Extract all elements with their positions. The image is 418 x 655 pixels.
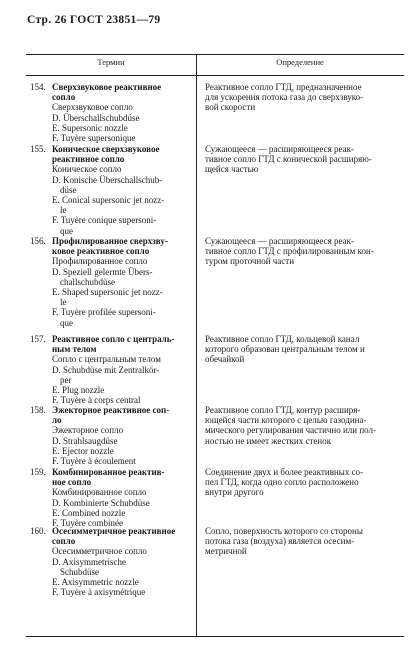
definition-line: Реактивное сопло ГТД, предназначенное: [205, 82, 362, 92]
term-french: F. Tuyère profilée supersoni-: [52, 307, 156, 318]
table-bottom-rule: [26, 636, 404, 637]
term-french: F. Tuyère à corps central: [52, 395, 141, 406]
definition-line: вой скорости: [205, 102, 256, 113]
term-english: E. Combined nozzle: [52, 507, 126, 518]
table-top-rule: [26, 54, 404, 55]
term-english: E. Ejector nozzle: [52, 445, 114, 456]
term-german-cont: Schubdüse: [60, 566, 99, 577]
term-synonym: Коническое сопло: [52, 164, 122, 175]
term-name: Сверхзвуковое реактивное: [52, 82, 162, 92]
definition-line: Сужающееся — расширяющееся реак-: [205, 236, 354, 246]
term-german: D. Strahlsaugdüse: [52, 435, 118, 446]
term-english: E. Axisymmetric nozzle: [52, 577, 139, 588]
term-number: 155.: [30, 144, 46, 154]
definition-156: [205, 236, 403, 267]
term-number: 159.: [30, 467, 46, 477]
term-english: E. Supersonic nozzle: [52, 122, 128, 133]
term-synonym: Профилированное сопло: [52, 256, 148, 267]
definition-160: [205, 526, 403, 557]
term-synonym: Комбинированное сопло: [52, 487, 147, 498]
term-name: ным телом: [52, 344, 97, 355]
term-number: 160.: [30, 526, 46, 536]
definition-line: для ускорения потока газа до сверхзвуко-: [205, 92, 364, 103]
term-german-cont: challschubdüse: [60, 276, 115, 287]
term-english: E. Conical supersonic jet nozz-: [52, 195, 165, 206]
definition-line: ющейся части которого с целью газодина-: [205, 415, 367, 426]
term-entry-157: [30, 334, 190, 405]
term-name: реактивное сопло: [52, 154, 125, 165]
term-german: D. Konische Überschallschub-: [52, 174, 163, 185]
definition-line: пел ГТД, когда одно сопло расположено: [205, 477, 359, 488]
definition-159: [205, 467, 403, 498]
definition-158: [205, 405, 403, 446]
term-number: 156.: [30, 236, 46, 246]
term-synonym: Сверхзвуковое сопло: [52, 102, 133, 113]
term-name: Коническое сверхзвуковое: [52, 144, 160, 154]
term-number: 154.: [30, 82, 46, 92]
term-entry-158: [30, 405, 190, 466]
term-name: Комбинированное реактив-: [52, 467, 165, 477]
term-english-cont: le: [60, 205, 67, 216]
definition-line: тивное сопло ГТД с профилированным кон-: [205, 246, 374, 257]
definition-line: которого образован центральным телом и: [205, 344, 365, 355]
definition-154: [205, 82, 403, 113]
term-english: E. Plug nozzle: [52, 385, 105, 396]
term-french-cont: que: [60, 317, 73, 328]
term-german: D. Axisymmetrische: [52, 556, 126, 567]
term-synonym: Эжекторное сопло: [52, 425, 124, 436]
definition-line: метричной: [205, 546, 247, 557]
definition-line: внутри другого: [205, 487, 264, 498]
definition-line: ностью не имеет жестких стенок: [205, 435, 332, 446]
term-french: F. Tuyère conique supersoni-: [52, 215, 157, 226]
column-header-definition: Определение: [276, 57, 324, 67]
term-number: 158.: [30, 405, 46, 415]
definition-line: Соединение двух и более реактивных со-: [205, 467, 364, 477]
term-entry-154: [30, 82, 190, 143]
term-name: сопло: [52, 536, 76, 547]
definition-line: тивное сопло ГТД с конической расширяю-: [205, 154, 372, 165]
header-bottom-rule: [26, 75, 404, 76]
term-french-cont: que: [60, 225, 73, 236]
term-entry-155: [30, 144, 190, 236]
term-german: D. Kombinierte Schubdüse: [52, 497, 150, 508]
term-french: F. Tuyère combinée: [52, 518, 124, 529]
term-number: 157.: [30, 334, 46, 344]
definition-line: Реактивное сопло ГТД, контур расширя-: [205, 405, 361, 415]
definition-155: [205, 144, 403, 175]
term-french: F. Tuyère à écoulement: [52, 456, 136, 467]
page-header: Стр. 26 ГОСТ 23851—79: [27, 14, 161, 26]
term-german-cont: düse: [60, 184, 77, 195]
definition-line: Реактивное сопло ГТД, кольцевой канал: [205, 334, 360, 344]
definition-line: туром проточной части: [205, 256, 295, 267]
term-english: E. Shaped supersonic jet nozz-: [52, 287, 163, 298]
definition-line: мического регулирования частично или пол-: [205, 425, 377, 436]
term-name: Эжекторное реактивное соп-: [52, 405, 170, 415]
term-entry-160: [30, 526, 190, 597]
definition-line: Сопло, поверхность которого со стороны: [205, 526, 363, 536]
term-name: ло: [52, 415, 62, 426]
term-german: D. Speziell gelermte Übers-: [52, 266, 153, 277]
term-entry-159: [30, 467, 190, 528]
definition-157: [205, 334, 403, 365]
term-synonym: Осесимметричное сопло: [52, 546, 147, 557]
term-entry-156: [30, 236, 190, 328]
term-name: ное сопло: [52, 477, 92, 488]
term-name: Осесимметричное реактивное: [52, 526, 176, 536]
term-name: Профилированное сверхзву-: [52, 236, 168, 246]
definition-line: потока газа (воздуха) является осесим-: [205, 536, 355, 547]
definition-line: Сужающееся — расширяющееся реак-: [205, 144, 354, 154]
term-french: F. Tuyère supersonique: [52, 133, 136, 144]
term-german: D. Schubdüse mit Zentralkör-: [52, 364, 160, 375]
term-name: ковое реактивное сопло: [52, 246, 150, 257]
term-german: D. Überschallschubdüse: [52, 112, 140, 123]
term-french: F. Tuyère à axisymétrique: [52, 587, 146, 598]
term-german-cont: per: [60, 374, 72, 385]
term-name: Реактивное сопло с централь-: [52, 334, 175, 344]
term-english-cont: le: [60, 297, 67, 308]
term-synonym: Сопло с центральным телом: [52, 354, 161, 365]
definition-line: обечайкой: [205, 354, 245, 365]
column-header-term: Термин: [97, 57, 125, 67]
column-divider: [196, 54, 197, 636]
definition-line: щейся частью: [205, 164, 259, 175]
term-name: сопло: [52, 92, 76, 103]
